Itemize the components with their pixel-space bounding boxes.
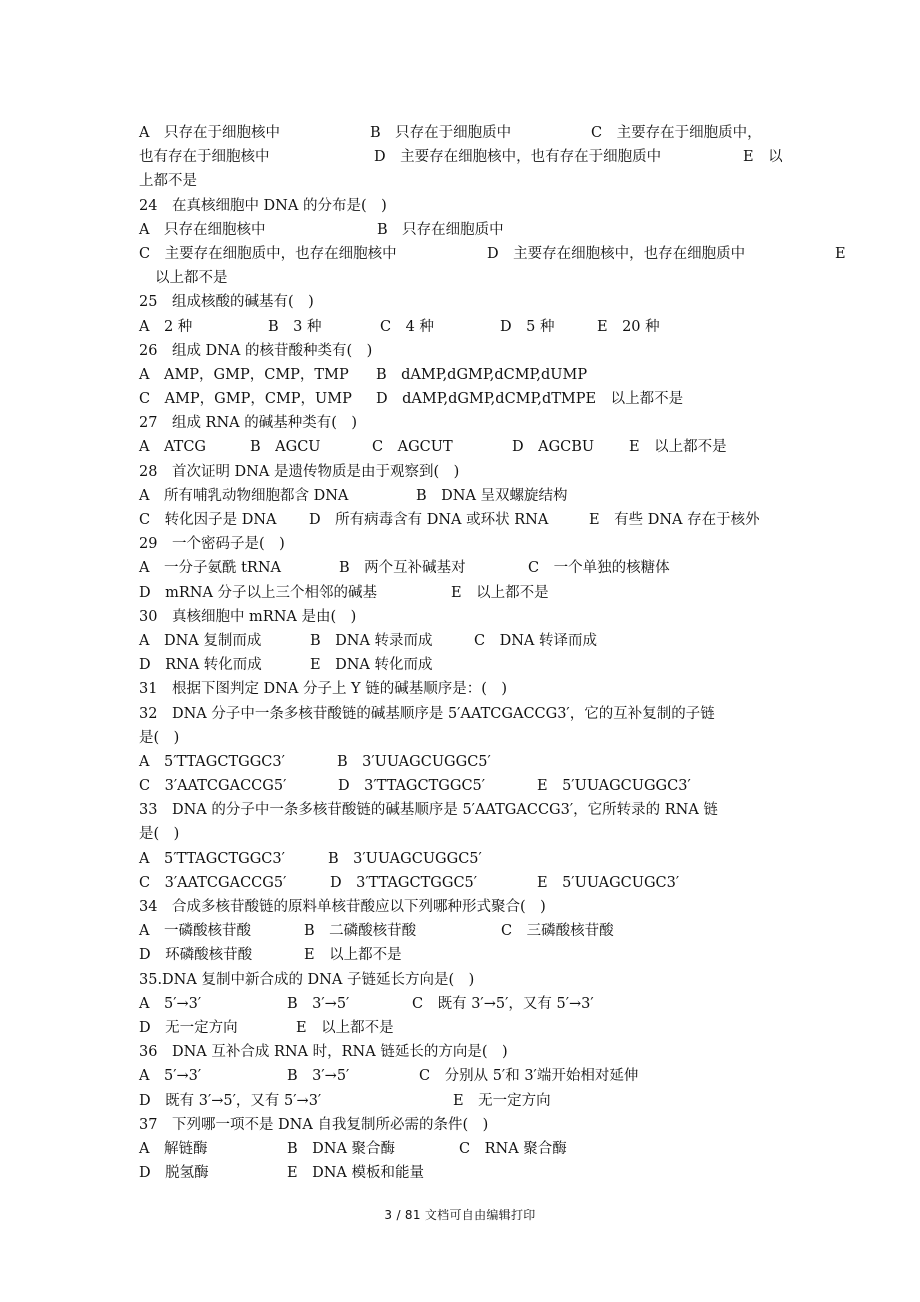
text-line — [139, 556, 859, 580]
line-text: A 5′→3′ — [139, 995, 202, 1012]
line-text: D 既有 3′→5′，又有 5′→3′ — [139, 1092, 322, 1109]
option-text: D 主要存在细胞核中，也有存在于细胞质中 — [374, 149, 662, 166]
text-line — [139, 339, 859, 363]
option-text: B AGCU — [250, 439, 321, 456]
option-text: B 只存在于细胞质中 — [370, 125, 512, 141]
text-line — [139, 1089, 859, 1113]
line-text: 34 合成多核苷酸链的原料单核苷酸应以下列哪种形式聚合( ) — [139, 899, 546, 915]
line-text: A 2 种 — [139, 318, 193, 335]
text-line — [139, 774, 859, 798]
line-text: D 环磷酸核苷酸 — [139, 947, 253, 964]
line-text: D 脱氢酶 — [139, 1165, 209, 1182]
text-line — [139, 1064, 859, 1088]
text-line — [139, 532, 859, 556]
line-text: 35.DNA 复制中新合成的 DNA 子链延长方向是( ) — [139, 971, 475, 988]
option-text: B dAMP,dGMP,dCMP,dUMP — [376, 366, 588, 383]
line-text: A 5′TTAGCTGGC3′ — [139, 850, 285, 867]
option-text: E 以 — [743, 149, 783, 166]
line-text: C 转化因子是 DNA — [139, 512, 277, 528]
line-text: A 一磷酸核苷酸 — [139, 923, 251, 940]
option-text: D 所有病毒含有 DNA 或环状 RNA — [309, 512, 549, 528]
text-line — [139, 1016, 859, 1040]
option-text: C 一个单独的核糖体 — [528, 560, 670, 577]
option-text: C 4 种 — [380, 318, 434, 335]
option-text: E 有些 DNA 存在于核外 — [589, 512, 760, 528]
text-line — [139, 1137, 859, 1161]
line-text: 36 DNA 互补合成 RNA 时，RNA 链延长的方向是( ) — [139, 1044, 508, 1061]
line-text: A 只存在细胞核中 — [139, 221, 266, 238]
text-line — [139, 1040, 859, 1064]
text-line — [139, 121, 859, 145]
text-line — [139, 677, 859, 701]
option-text: B 两个互补碱基对 — [339, 560, 466, 577]
option-text: E 5′UUAGCUGGC3′ — [537, 778, 691, 795]
text-line — [139, 943, 859, 967]
option-text: B 3′UUAGCUGGC5′ — [328, 850, 482, 867]
line-text: 29 一个密码子是( ) — [139, 536, 285, 553]
text-line — [139, 702, 859, 726]
option-text: B DNA 转录而成 — [310, 632, 433, 649]
line-text: A 一分子氨酰 tRNA — [139, 560, 281, 577]
text-line — [139, 169, 859, 193]
line-text: 30 真核细胞中 mRNA 是由( ) — [139, 608, 357, 625]
option-text: B DNA 呈双螺旋结构 — [416, 487, 568, 504]
text-line — [139, 581, 859, 605]
line-text: 以上都不是 — [155, 270, 228, 287]
option-text: E DNA 转化而成 — [310, 657, 433, 674]
line-text: 是( ) — [139, 729, 180, 746]
option-text: C 既有 3′→5′，又有 5′→3′ — [412, 995, 594, 1012]
option-text: D 3′TTAGCTGGC5′ — [330, 874, 478, 891]
text-line — [139, 508, 859, 532]
option-text: C 主要存在于细胞质中， — [591, 125, 762, 141]
text-line — [139, 895, 859, 919]
text-line — [139, 315, 859, 339]
line-text: A 解链酶 — [139, 1140, 208, 1157]
line-text: 37 下列哪一项不是 DNA 自我复制所必需的条件( ) — [139, 1116, 489, 1133]
line-text: C 主要存在细胞质中，也存在细胞核中 — [139, 245, 397, 262]
line-text: 32 DNA 分子中一条多核苷酸链的碱基顺序是 5′AATCGACCG3′，它的互补复制的子链 — [139, 705, 715, 722]
option-text: B DNA 聚合酶 — [287, 1140, 396, 1157]
text-line — [139, 629, 859, 653]
text-line — [139, 363, 859, 387]
text-line — [139, 1113, 859, 1137]
text-line — [139, 605, 859, 629]
line-text: 31 根据下图判定 DNA 分子上 Y 链的碱基顺序是：( ) — [139, 681, 508, 698]
text-line — [139, 750, 859, 774]
text-line — [139, 290, 859, 314]
text-line — [139, 387, 859, 411]
line-text: 是( ) — [139, 826, 180, 843]
text-line — [139, 460, 859, 484]
option-text: E DNA 模板和能量 — [287, 1165, 424, 1182]
text-line — [139, 871, 859, 895]
text-line — [139, 992, 859, 1016]
line-text: A AMP，GMP，CMP，TMP — [139, 366, 349, 383]
text-line — [139, 653, 859, 677]
line-text: D RNA 转化而成 — [139, 657, 262, 674]
line-text: 也有存在于细胞核中 — [139, 149, 270, 166]
line-text: 26 组成 DNA 的核苷酸种类有( ) — [139, 342, 373, 359]
option-text: E 以上都不是 — [304, 947, 402, 964]
text-line — [139, 1161, 859, 1185]
line-text: A ATCG — [139, 439, 206, 456]
option-text: C 分别从 5′和 3′端开始相对延伸 — [419, 1068, 639, 1085]
option-text: E — [835, 245, 846, 262]
line-text: 27 组成 RNA 的碱基种类有( ) — [139, 415, 358, 432]
text-line — [139, 242, 859, 266]
question-list — [139, 121, 859, 1185]
option-text: C AGCUT — [372, 439, 453, 456]
line-text: 33 DNA 的分子中一条多核苷酸链的碱基顺序是 5′AATGACCG3′，它所转录的 RNA 链 — [139, 802, 718, 819]
line-text: 24 在真核细胞中 DNA 的分布是( ) — [139, 197, 387, 214]
line-text: C 3′AATCGACCG5′ — [139, 778, 287, 795]
option-text: C DNA 转译而成 — [474, 632, 597, 649]
option-text: C RNA 聚合酶 — [459, 1140, 567, 1157]
text-line — [139, 919, 859, 943]
line-text: 25 组成核酸的碱基有( ) — [139, 294, 314, 311]
option-text: E 以上都不是 — [296, 1019, 394, 1036]
option-text: B 3′→5′ — [287, 995, 350, 1012]
text-line — [139, 847, 859, 871]
option-text: E 以上都不是 — [451, 584, 549, 601]
option-text: D 主要存在细胞核中，也存在细胞质中 — [487, 245, 746, 262]
text-line — [139, 484, 859, 508]
text-line — [139, 145, 859, 169]
text-line — [139, 968, 859, 992]
line-text: A 所有哺乳动物细胞都含 DNA — [139, 487, 349, 504]
text-line — [139, 218, 859, 242]
option-text: B 3′UUAGCUGGC5′ — [337, 753, 491, 770]
option-text: E 20 种 — [597, 318, 660, 335]
line-text: A 只存在于细胞核中 — [139, 125, 280, 141]
option-text: D dAMP,dGMP,dCMP,dTMPE 以上都不是 — [376, 391, 684, 408]
text-line — [139, 798, 859, 822]
option-text: D 3′TTAGCTGGC5′ — [338, 778, 486, 795]
line-text: D mRNA 分子以上三个相邻的碱基 — [139, 584, 378, 601]
text-line — [139, 822, 859, 846]
line-text: 28 首次证明 DNA 是遗传物质是由于观察到( ) — [139, 463, 460, 480]
text-line — [139, 194, 859, 218]
text-line — [139, 411, 859, 435]
text-line — [139, 435, 859, 459]
line-text: A DNA 复制而成 — [139, 632, 262, 649]
option-text: B 二磷酸核苷酸 — [304, 923, 417, 940]
line-text: C 3′AATCGACCG5′ — [139, 874, 287, 891]
text-line — [139, 726, 859, 750]
option-text: B 3 种 — [268, 318, 322, 335]
option-text: B 只存在细胞质中 — [377, 221, 504, 238]
option-text: E 无一定方向 — [453, 1092, 551, 1109]
line-text: A 5′→3′ — [139, 1068, 202, 1085]
option-text: E 以上都不是 — [629, 439, 727, 456]
option-text: D 5 种 — [500, 318, 555, 335]
page-footer: 3 / 81 文档可自由编辑打印 — [384, 1208, 536, 1222]
line-text: A 5′TTAGCTGGC3′ — [139, 753, 285, 770]
option-text: B 3′→5′ — [287, 1068, 350, 1085]
option-text: D AGCBU — [512, 439, 595, 456]
line-text: 上都不是 — [139, 173, 197, 190]
line-text: D 无一定方向 — [139, 1019, 238, 1036]
text-line — [139, 266, 859, 290]
option-text: C 三磷酸核苷酸 — [501, 923, 614, 940]
option-text: E 5′UUAGCUGC3′ — [537, 874, 680, 891]
line-text: C AMP，GMP，CMP，UMP — [139, 391, 352, 408]
